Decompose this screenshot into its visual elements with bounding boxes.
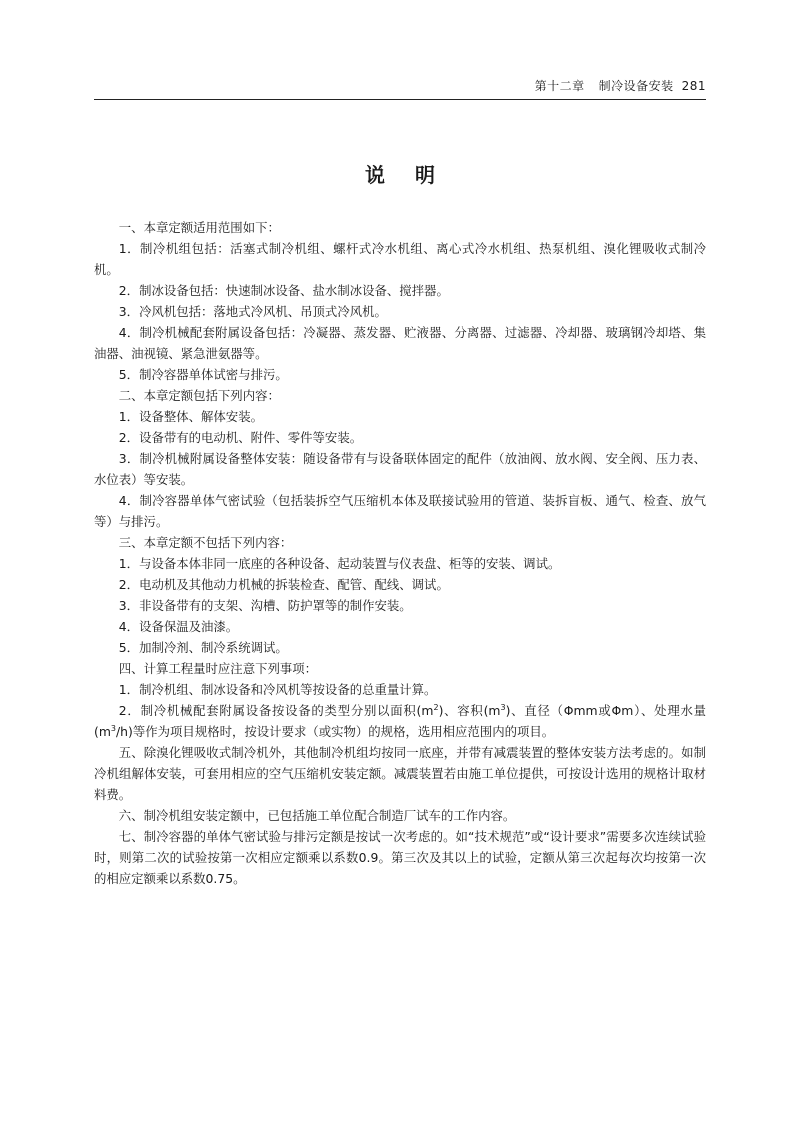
header-rule <box>94 99 706 100</box>
paragraph: 5．制冷容器单体试密与排污。 <box>118 367 288 382</box>
paragraph: 1．设备整体、解体安装。 <box>118 409 263 424</box>
superscript: 2 <box>433 702 439 712</box>
paragraph: 2．设备带有的电动机、附件、零件等安装。 <box>118 430 363 445</box>
body-text <box>94 217 706 889</box>
paragraph: 七、制冷容器的单体气密试验与排污定额是按试一次考虑的。如“技术规范”或“设计要求”需要多次连续试验时，则第二次的试验按第一次相应定额乘以系数0.9。第三次及其以上的试验，定额从第三次起每次均按第一次的相应定额乘以系数0.75。 <box>94 829 706 886</box>
paragraph: 四、计算工程量时应注意下列事项： <box>118 661 318 676</box>
page-number: 281 <box>681 79 706 93</box>
paragraph: 3．冷风机包括：落地式冷风机、吊顶式冷风机。 <box>118 304 387 319</box>
paragraph: 三、本章定额不包括下列内容： <box>118 535 293 550</box>
paragraph: 4．制冷容器单体气密试验（包括装拆空气压缩机本体及联接试验用的管道、装拆盲板、通气、检查、放气等）与排污。 <box>94 493 706 529</box>
paragraph: 1．与设备本体非同一底座的各种设备、起动装置与仪表盘、柜等的安装、调试。 <box>118 556 561 571</box>
running-header <box>94 77 706 95</box>
paragraph: 4．制冷机械配套附属设备包括：冷凝器、蒸发器、贮液器、分离器、过滤器、冷却器、玻璃钢冷却塔、集油器、油视镜、紧急泄氨器等。 <box>94 325 706 361</box>
units-text: )、直径（Φmm或Φm）、处理水量(m <box>94 703 706 739</box>
units-text: )、容积(m <box>438 703 501 718</box>
paragraph: 2．制冰设备包括：快速制冰设备、盐水制冰设备、搅拌器。 <box>118 283 449 298</box>
paragraph: 3．制冷机械附属设备整体安装：随设备带有与设备联体固定的配件（放油阀、放水阀、安全阀、压力表、水位表）等安装。 <box>94 451 706 487</box>
chapter-label: 第十二章 <box>534 79 585 93</box>
paragraph: 1．制冷机组、制冰设备和冷风机等按设备的总重量计算。 <box>118 682 437 697</box>
paragraph: 5．加制冷剂、制冷系统调试。 <box>118 640 288 655</box>
paragraph-units <box>94 700 706 742</box>
units-text: 2．制冷机械配套附属设备按设备的类型分别以面积(m <box>118 703 434 718</box>
paragraph: 五、除溴化锂吸收式制冷机外，其他制冷机组均按同一底座，并带有减震装置的整体安装方法考虑的。如制冷机组解体安装，可套用相应的空气压缩机安装定额。减震装置若由施工单位提供，可按设计选用的规格计取材料费。 <box>94 745 706 802</box>
paragraph: 1．制冷机组包括：活塞式制冷机组、螺杆式冷水机组、离心式冷水机组、热泵机组、溴化锂吸收式制冷机。 <box>94 241 706 277</box>
paragraph: 二、本章定额包括下列内容： <box>118 388 280 403</box>
paragraph: 2．电动机及其他动力机械的拆装检查、配管、配线、调试。 <box>118 577 449 592</box>
superscript: 3 <box>500 702 506 712</box>
paragraph: 一、本章定额适用范围如下： <box>118 220 280 235</box>
paragraph: 4．设备保温及油漆。 <box>118 619 239 634</box>
section-title: 制冷设备安装 <box>598 79 674 93</box>
paragraph: 3．非设备带有的支架、沟槽、防护罩等的制作安装。 <box>118 598 412 613</box>
page-title: 说明 <box>365 163 465 187</box>
paragraph: 六、制冷机组安装定额中，已包括施工单位配合制造厂试车的工作内容。 <box>118 808 516 823</box>
superscript: 3 <box>110 723 116 733</box>
units-text: /h)等作为项目规格时，按设计要求（或实物）的规格，选用相应范围内的项目。 <box>116 724 555 739</box>
